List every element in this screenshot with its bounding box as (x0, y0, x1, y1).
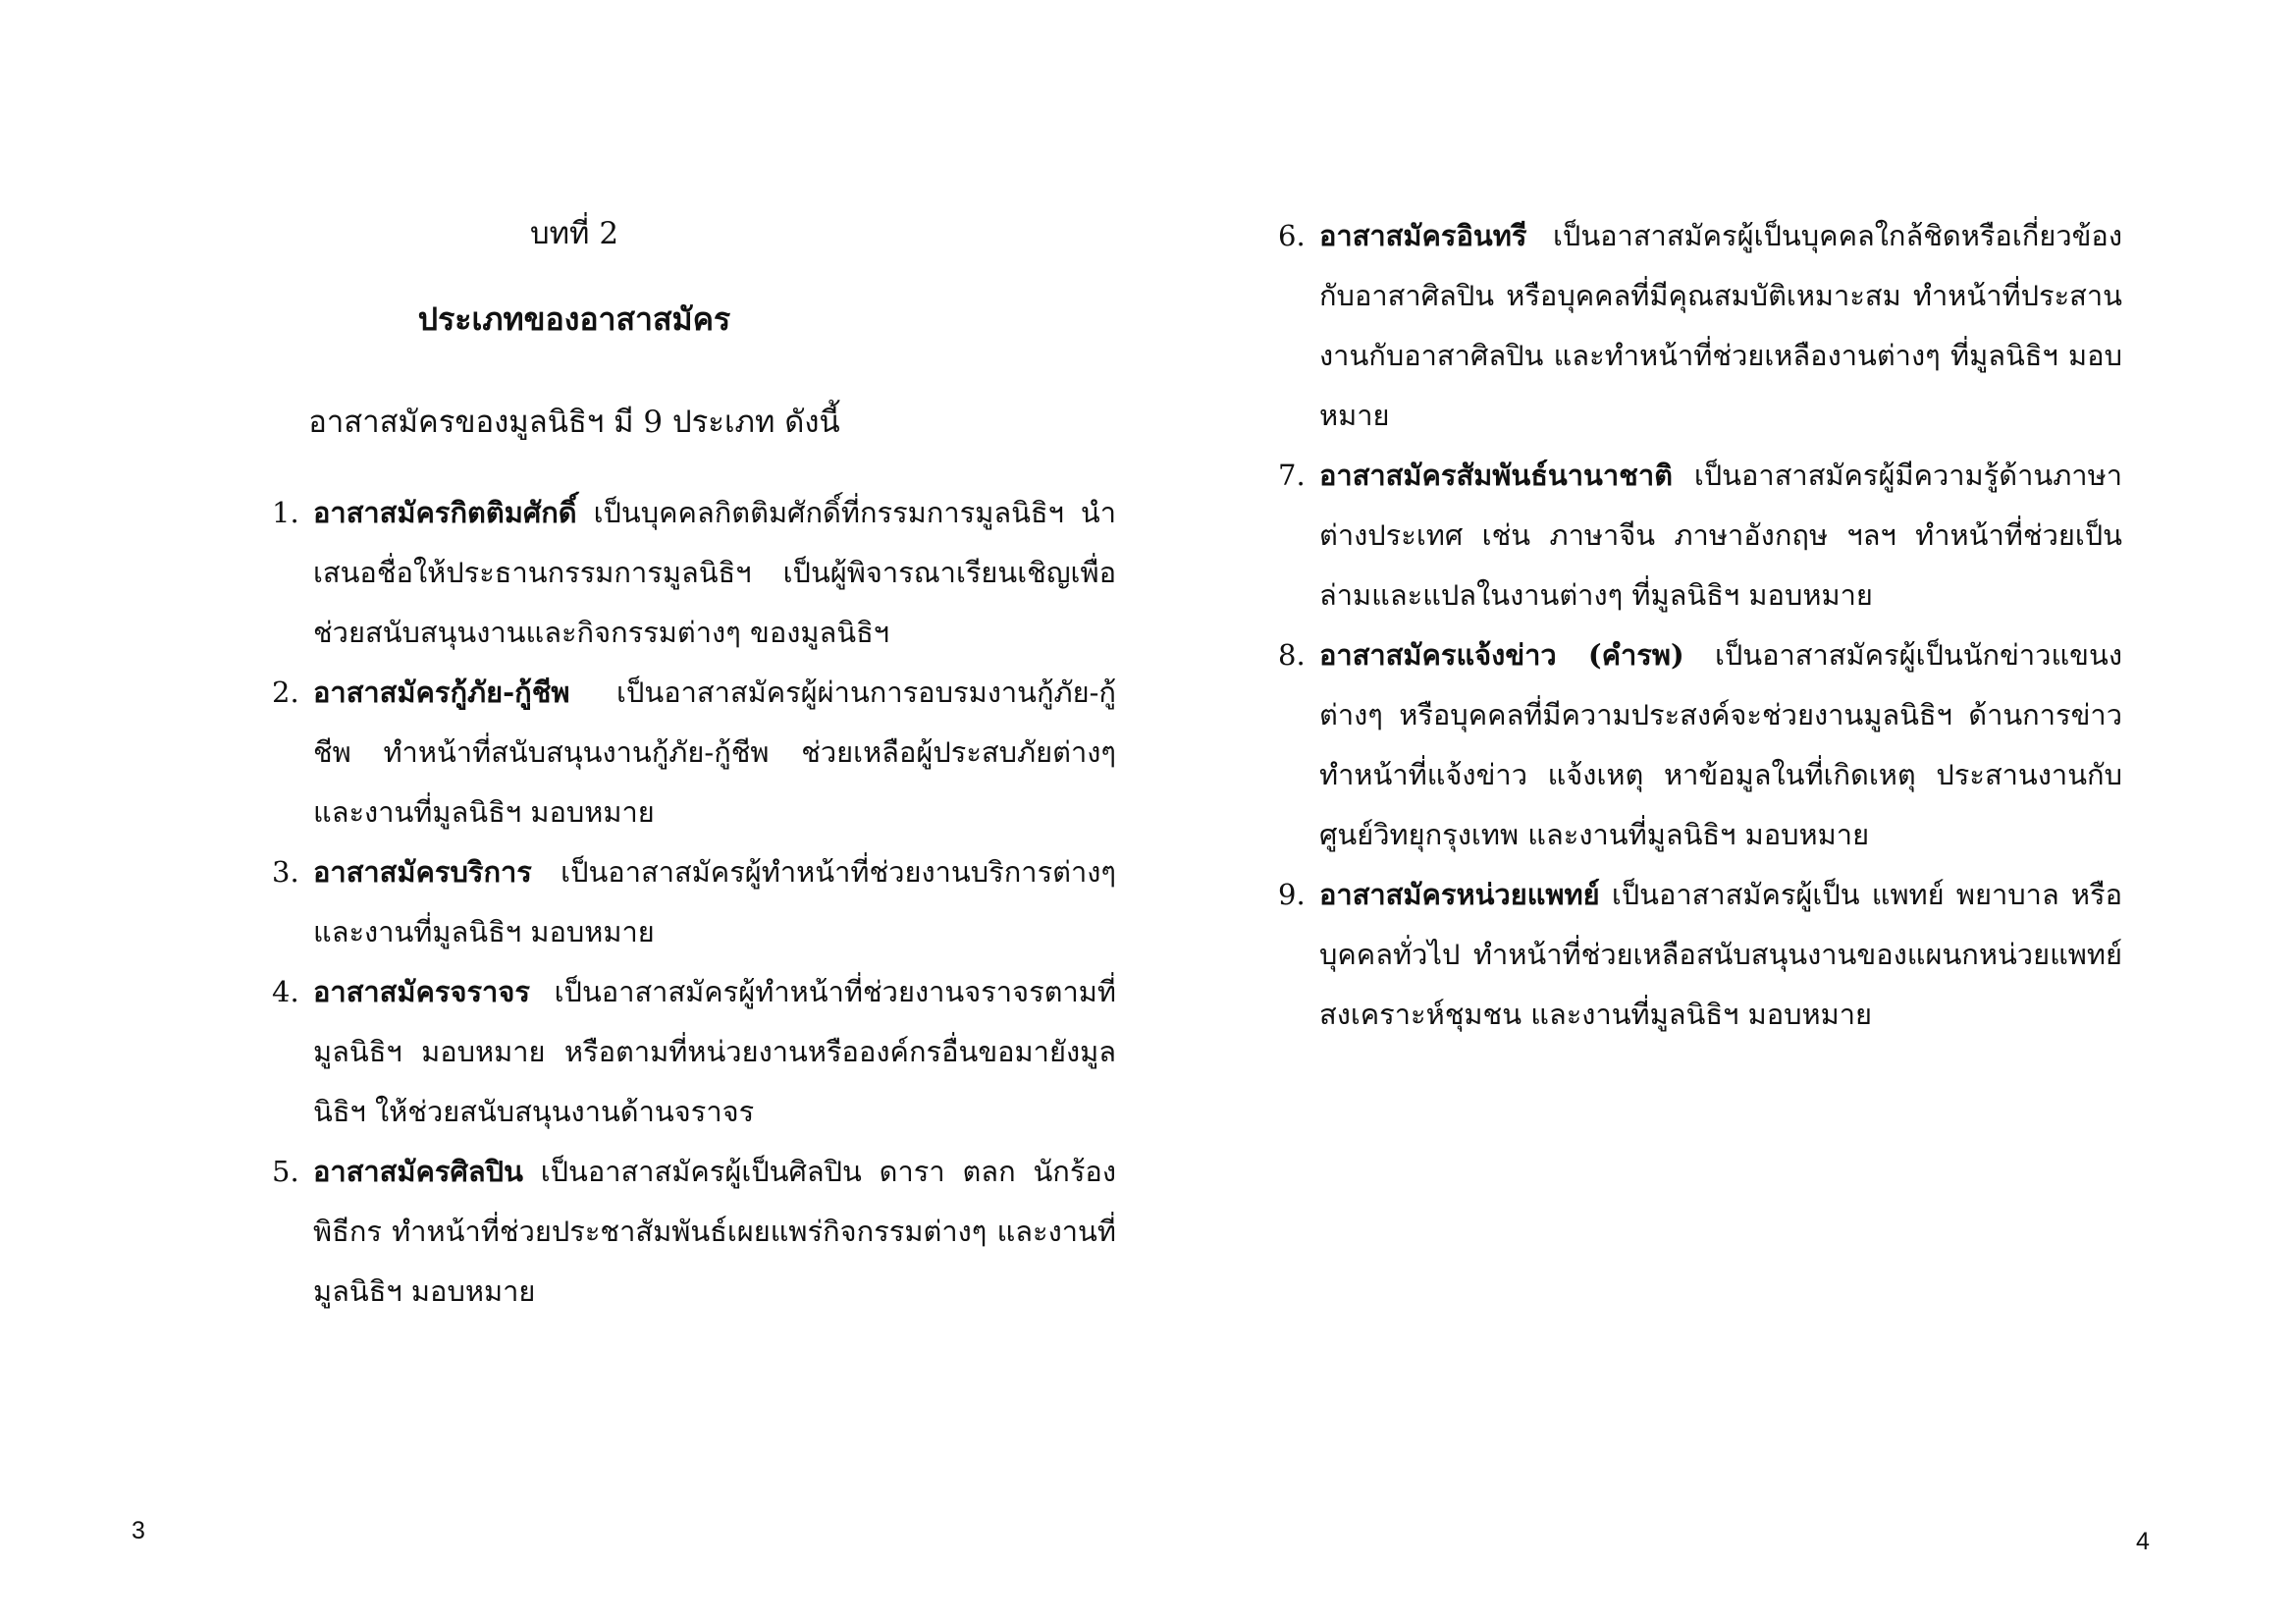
list-item (272, 842, 1116, 962)
page-number-right: 4 (2136, 1528, 2150, 1555)
item-number: 4. (272, 975, 299, 1008)
item-name: อาสาสมัครหน่วยแพทย์ (1319, 878, 1600, 911)
list-item (1278, 625, 2122, 865)
item-number: 9. (1278, 878, 1306, 911)
page-number-left: 3 (132, 1517, 145, 1544)
item-name: อาสาสมัครบริการ (313, 855, 532, 889)
item-name: อาสาสมัครจราจร (313, 975, 530, 1008)
item-name: อาสาสมัครศิลปิน (313, 1155, 523, 1188)
list-item (272, 663, 1116, 842)
list-item (272, 962, 1116, 1142)
list-item (1278, 865, 2122, 1045)
item-number: 3. (272, 855, 299, 889)
volunteer-type-list-right (1278, 206, 2122, 1045)
item-name: อาสาสมัครกิตติมศักดิ์ (313, 496, 577, 529)
item-number: 7. (1278, 459, 1306, 492)
item-number: 6. (1278, 219, 1306, 252)
chapter-heading: บทที่ 2 (529, 216, 619, 251)
list-item (1278, 206, 2122, 446)
section-title: ประเภทของอาสาสมัคร (417, 300, 731, 338)
list-item (272, 483, 1116, 663)
item-name: อาสาสมัครอินทรี (1319, 219, 1527, 252)
list-item (1278, 446, 2122, 625)
list-item (272, 1142, 1116, 1322)
item-description: เป็นอาสาสมัครผู้มีความรู้ด้านภาษาต่างประเทศ เช่น ภาษาจีน ภาษาอังกฤษ ฯลฯ ทำหน้าที่ช่วยเป็นล่ามและแปลในงานต่างๆ ที่มูลนิธิฯ มอบหมาย (1319, 459, 2122, 612)
item-number: 8. (1278, 638, 1306, 672)
item-description: เป็นอาสาสมัครผู้เป็นนักข่าวแขนงต่างๆ หรือบุคคลที่มีความประสงค์จะช่วยงานมูลนิธิฯ ด้านการข่าว ทำหน้าที่แจ้งข่าว แจ้งเหตุ หาข้อมูลในที่เกิดเหตุ ประสานงานกับศูนย์วิทยุกรุงเทพ และงานที่มูลนิธิฯ มอบหมาย (1319, 638, 2122, 851)
item-description: เป็นอาสาสมัครผู้เป็นศิลปิน ดารา ตลก นักร้อง พิธีกร ทำหน้าที่ช่วยประชาสัมพันธ์เผยแพร่กิจกรรมต่างๆ และงานที่มูลนิธิฯ มอบหมาย (313, 1155, 1116, 1308)
item-name: อาสาสมัครกู้ภัย-กู้ชีพ (313, 676, 570, 709)
item-description: เป็นอาสาสมัครผู้ผ่านการอบรมงานกู้ภัย-กู้ชีพ ทำหน้าที่สนับสนุนงานกู้ภัย-กู้ชีพ ช่วยเหลือผู้ประสบภัยต่างๆ และงานที่มูลนิธิฯ มอบหมาย (313, 676, 1116, 829)
volunteer-type-list-left (272, 483, 1116, 1322)
intro-text: อาสาสมัครของมูลนิธิฯ มี 9 ประเภท ดังนี้ (308, 405, 840, 440)
item-description: เป็นอาสาสมัครผู้เป็น แพทย์ พยาบาล หรือบุคคลทั่วไป ทำหน้าที่ช่วยเหลือสนับสนุนงานของแผนกหน่วยแพทย์สงเคราะห์ชุมชน และงานที่มูลนิธิฯ มอบหมาย (1319, 878, 2123, 1031)
item-description: เป็นบุคคลกิตติมศักดิ์ที่กรรมการมูลนิธิฯ นำเสนอชื่อให้ประธานกรรมการมูลนิธิฯ เป็นผู้พิจารณาเรียนเชิญเพื่อช่วยสนับสนุนงานและกิจกรรมต่างๆ ของมูลนิธิฯ (313, 496, 1116, 649)
item-name: อาสาสมัครแจ้งข่าว (คำรพ) (1319, 638, 1684, 672)
item-name: อาสาสมัครสัมพันธ์นานาชาติ (1319, 459, 1673, 492)
item-number: 1. (272, 496, 299, 529)
item-number: 2. (272, 676, 299, 709)
item-number: 5. (272, 1155, 299, 1188)
right-page (1148, 0, 2296, 1624)
item-description: เป็นอาสาสมัครผู้ทำหน้าที่ช่วยงานจราจรตามที่มูลนิธิฯ มอบหมาย หรือตามที่หน่วยงานหรือองค์กรอื่นขอมายังมูลนิธิฯ ให้ช่วยสนับสนุนงานด้านจราจร (313, 975, 1116, 1128)
item-description: เป็นอาสาสมัครผู้เป็นบุคคลใกล้ชิดหรือเกี่ยวข้องกับอาสาศิลปิน หรือบุคคลที่มีคุณสมบัติเหมาะสม ทำหน้าที่ประสานงานกับอาสาศิลปิน และทำหน้าที่ช่วยเหลืองานต่างๆ ที่มูลนิธิฯ มอบหมาย (1319, 219, 2122, 432)
item-description: เป็นอาสาสมัครผู้ทำหน้าที่ช่วยงานบริการต่างๆ และงานที่มูลนิธิฯ มอบหมาย (313, 855, 1116, 948)
